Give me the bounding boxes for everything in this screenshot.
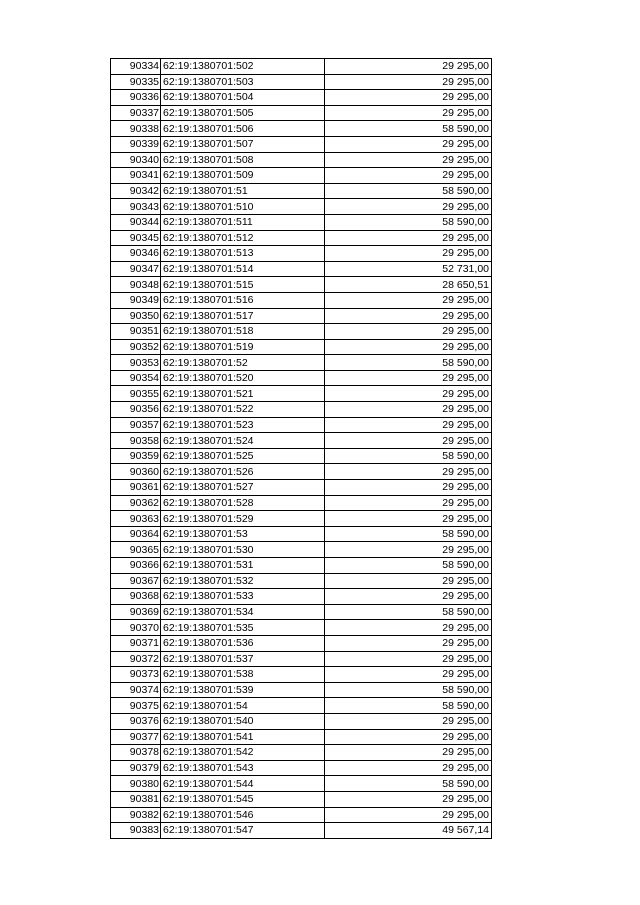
table-row: [111, 152, 492, 168]
cadastral-number-cell: 62:19:1380701:538: [161, 667, 325, 683]
cadastral-number-cell: 62:19:1380701:524: [161, 433, 325, 449]
table-row: [111, 667, 492, 683]
table-row: [111, 105, 492, 121]
row-number-cell: 90362: [111, 495, 161, 511]
row-number-cell: 90354: [111, 370, 161, 386]
cadastral-number-cell: 62:19:1380701:536: [161, 635, 325, 651]
cadastral-value-cell: 29 295,00: [325, 417, 492, 433]
table-row: [111, 136, 492, 152]
cadastral-number-cell: 62:19:1380701:523: [161, 417, 325, 433]
table-row: [111, 511, 492, 527]
cadastral-value-cell: 29 295,00: [325, 152, 492, 168]
cadastral-value-cell: 58 590,00: [325, 682, 492, 698]
cadastral-number-cell: 62:19:1380701:541: [161, 729, 325, 745]
cadastral-value-cell: 29 295,00: [325, 90, 492, 106]
row-number-cell: 90340: [111, 152, 161, 168]
cadastral-value-cell: 29 295,00: [325, 495, 492, 511]
table-row: [111, 776, 492, 792]
row-number-cell: 90349: [111, 292, 161, 308]
cadastral-value-cell: 29 295,00: [325, 246, 492, 262]
row-number-cell: 90366: [111, 558, 161, 574]
cadastral-number-cell: 62:19:1380701:510: [161, 199, 325, 215]
table-row: [111, 635, 492, 651]
cadastral-number-cell: 62:19:1380701:520: [161, 370, 325, 386]
cadastral-value-cell: 58 590,00: [325, 558, 492, 574]
cadastral-value-cell: 49 567,14: [325, 823, 492, 839]
table-row: [111, 480, 492, 496]
cadastral-number-cell: 62:19:1380701:521: [161, 386, 325, 402]
cadastral-value-cell: 29 295,00: [325, 74, 492, 90]
table-row: [111, 464, 492, 480]
row-number-cell: 90380: [111, 776, 161, 792]
cadastral-number-cell: 62:19:1380701:51: [161, 183, 325, 199]
table-row: [111, 402, 492, 418]
cadastral-number-cell: 62:19:1380701:532: [161, 573, 325, 589]
table-row: [111, 791, 492, 807]
cadastral-number-cell: 62:19:1380701:506: [161, 121, 325, 137]
row-number-cell: 90359: [111, 448, 161, 464]
cadastral-value-cell: 29 295,00: [325, 324, 492, 340]
row-number-cell: 90376: [111, 713, 161, 729]
table-row: [111, 417, 492, 433]
cadastral-number-cell: 62:19:1380701:502: [161, 59, 325, 75]
cadastral-value-cell: 29 295,00: [325, 511, 492, 527]
table-row: [111, 199, 492, 215]
row-number-cell: 90345: [111, 230, 161, 246]
cadastral-value-cell: 29 295,00: [325, 308, 492, 324]
row-number-cell: 90334: [111, 59, 161, 75]
cadastral-number-cell: 62:19:1380701:513: [161, 246, 325, 262]
table-row: [111, 230, 492, 246]
row-number-cell: 90365: [111, 542, 161, 558]
row-number-cell: 90356: [111, 402, 161, 418]
cadastral-number-cell: 62:19:1380701:54: [161, 698, 325, 714]
cadastral-number-cell: 62:19:1380701:528: [161, 495, 325, 511]
cadastral-value-cell: 29 295,00: [325, 807, 492, 823]
cadastral-number-cell: 62:19:1380701:516: [161, 292, 325, 308]
cadastral-number-cell: 62:19:1380701:509: [161, 168, 325, 184]
table-row: [111, 90, 492, 106]
table-row: [111, 386, 492, 402]
row-number-cell: 90353: [111, 355, 161, 371]
cadastral-value-cell: 29 295,00: [325, 292, 492, 308]
cadastral-number-cell: 62:19:1380701:514: [161, 261, 325, 277]
table-row: [111, 729, 492, 745]
table-row: [111, 807, 492, 823]
cadastral-number-cell: 62:19:1380701:512: [161, 230, 325, 246]
cadastral-value-cell: 29 295,00: [325, 59, 492, 75]
cadastral-value-cell: 29 295,00: [325, 542, 492, 558]
row-number-cell: 90341: [111, 168, 161, 184]
cadastral-number-cell: 62:19:1380701:529: [161, 511, 325, 527]
table-row: [111, 121, 492, 137]
table-row: [111, 558, 492, 574]
table-row: [111, 604, 492, 620]
cadastral-value-cell: 29 295,00: [325, 230, 492, 246]
cadastral-number-cell: 62:19:1380701:535: [161, 620, 325, 636]
table-row: [111, 589, 492, 605]
row-number-cell: 90379: [111, 760, 161, 776]
table-row: [111, 324, 492, 340]
row-number-cell: 90358: [111, 433, 161, 449]
row-number-cell: 90363: [111, 511, 161, 527]
row-number-cell: 90374: [111, 682, 161, 698]
row-number-cell: 90336: [111, 90, 161, 106]
table-row: [111, 308, 492, 324]
cadastral-value-table: [110, 58, 492, 839]
cadastral-number-cell: 62:19:1380701:531: [161, 558, 325, 574]
table-row: [111, 495, 492, 511]
cadastral-number-cell: 62:19:1380701:545: [161, 791, 325, 807]
cadastral-value-cell: 29 295,00: [325, 370, 492, 386]
table-row: [111, 261, 492, 277]
cadastral-value-cell: 29 295,00: [325, 791, 492, 807]
row-number-cell: 90338: [111, 121, 161, 137]
cadastral-value-cell: 29 295,00: [325, 589, 492, 605]
cadastral-number-cell: 62:19:1380701:544: [161, 776, 325, 792]
cadastral-number-cell: 62:19:1380701:505: [161, 105, 325, 121]
table-row: [111, 168, 492, 184]
cadastral-number-cell: 62:19:1380701:511: [161, 214, 325, 230]
row-number-cell: 90337: [111, 105, 161, 121]
row-number-cell: 90347: [111, 261, 161, 277]
cadastral-value-cell: 29 295,00: [325, 168, 492, 184]
cadastral-number-cell: 62:19:1380701:540: [161, 713, 325, 729]
cadastral-value-cell: 58 590,00: [325, 526, 492, 542]
cadastral-value-cell: 29 295,00: [325, 651, 492, 667]
row-number-cell: 90375: [111, 698, 161, 714]
cadastral-value-cell: 58 590,00: [325, 604, 492, 620]
cadastral-value-cell: 29 295,00: [325, 745, 492, 761]
cadastral-value-cell: 58 590,00: [325, 776, 492, 792]
cadastral-value-cell: 29 295,00: [325, 667, 492, 683]
row-number-cell: 90364: [111, 526, 161, 542]
row-number-cell: 90344: [111, 214, 161, 230]
cadastral-number-cell: 62:19:1380701:539: [161, 682, 325, 698]
row-number-cell: 90368: [111, 589, 161, 605]
table-row: [111, 573, 492, 589]
cadastral-number-cell: 62:19:1380701:508: [161, 152, 325, 168]
row-number-cell: 90377: [111, 729, 161, 745]
row-number-cell: 90343: [111, 199, 161, 215]
cadastral-value-cell: 58 590,00: [325, 355, 492, 371]
row-number-cell: 90361: [111, 480, 161, 496]
cadastral-value-cell: 29 295,00: [325, 136, 492, 152]
cadastral-number-cell: 62:19:1380701:530: [161, 542, 325, 558]
cadastral-value-cell: 29 295,00: [325, 760, 492, 776]
cadastral-number-cell: 62:19:1380701:519: [161, 339, 325, 355]
cadastral-value-cell: 58 590,00: [325, 214, 492, 230]
table-row: [111, 745, 492, 761]
cadastral-value-cell: 29 295,00: [325, 199, 492, 215]
table-row: [111, 339, 492, 355]
cadastral-number-cell: 62:19:1380701:522: [161, 402, 325, 418]
table-row: [111, 355, 492, 371]
row-number-cell: 90348: [111, 277, 161, 293]
row-number-cell: 90370: [111, 620, 161, 636]
cadastral-number-cell: 62:19:1380701:503: [161, 74, 325, 90]
table-row: [111, 526, 492, 542]
cadastral-value-cell: 52 731,00: [325, 261, 492, 277]
row-number-cell: 90382: [111, 807, 161, 823]
row-number-cell: 90371: [111, 635, 161, 651]
cadastral-number-cell: 62:19:1380701:543: [161, 760, 325, 776]
table-row: [111, 74, 492, 90]
table-row: [111, 682, 492, 698]
table-row: [111, 292, 492, 308]
cadastral-value-cell: 29 295,00: [325, 386, 492, 402]
row-number-cell: 90355: [111, 386, 161, 402]
cadastral-value-cell: 29 295,00: [325, 635, 492, 651]
cadastral-value-cell: 29 295,00: [325, 105, 492, 121]
cadastral-number-cell: 62:19:1380701:534: [161, 604, 325, 620]
table-body: [111, 59, 492, 839]
row-number-cell: 90350: [111, 308, 161, 324]
row-number-cell: 90342: [111, 183, 161, 199]
cadastral-number-cell: 62:19:1380701:518: [161, 324, 325, 340]
table-row: [111, 823, 492, 839]
row-number-cell: 90372: [111, 651, 161, 667]
table-row: [111, 651, 492, 667]
cadastral-number-cell: 62:19:1380701:537: [161, 651, 325, 667]
row-number-cell: 90360: [111, 464, 161, 480]
cadastral-number-cell: 62:19:1380701:542: [161, 745, 325, 761]
table-row: [111, 183, 492, 199]
cadastral-value-cell: 29 295,00: [325, 573, 492, 589]
cadastral-number-cell: 62:19:1380701:526: [161, 464, 325, 480]
table-row: [111, 760, 492, 776]
table-row: [111, 448, 492, 464]
table-row: [111, 370, 492, 386]
cadastral-value-cell: 29 295,00: [325, 402, 492, 418]
table-row: [111, 246, 492, 262]
row-number-cell: 90369: [111, 604, 161, 620]
cadastral-number-cell: 62:19:1380701:507: [161, 136, 325, 152]
row-number-cell: 90357: [111, 417, 161, 433]
cadastral-value-cell: 29 295,00: [325, 464, 492, 480]
row-number-cell: 90346: [111, 246, 161, 262]
table-row: [111, 698, 492, 714]
cadastral-value-cell: 28 650,51: [325, 277, 492, 293]
table-row: [111, 713, 492, 729]
row-number-cell: 90381: [111, 791, 161, 807]
table-row: [111, 433, 492, 449]
cadastral-value-cell: 58 590,00: [325, 183, 492, 199]
cadastral-number-cell: 62:19:1380701:515: [161, 277, 325, 293]
cadastral-value-cell: 29 295,00: [325, 433, 492, 449]
cadastral-value-cell: 58 590,00: [325, 121, 492, 137]
cadastral-number-cell: 62:19:1380701:53: [161, 526, 325, 542]
cadastral-value-cell: 58 590,00: [325, 448, 492, 464]
row-number-cell: 90383: [111, 823, 161, 839]
cadastral-number-cell: 62:19:1380701:525: [161, 448, 325, 464]
cadastral-number-cell: 62:19:1380701:533: [161, 589, 325, 605]
table-row: [111, 620, 492, 636]
row-number-cell: 90378: [111, 745, 161, 761]
table-row: [111, 214, 492, 230]
cadastral-number-cell: 62:19:1380701:517: [161, 308, 325, 324]
cadastral-value-cell: 29 295,00: [325, 339, 492, 355]
cadastral-value-cell: 29 295,00: [325, 729, 492, 745]
row-number-cell: 90335: [111, 74, 161, 90]
cadastral-number-cell: 62:19:1380701:52: [161, 355, 325, 371]
cadastral-number-cell: 62:19:1380701:547: [161, 823, 325, 839]
row-number-cell: 90367: [111, 573, 161, 589]
cadastral-number-cell: 62:19:1380701:546: [161, 807, 325, 823]
cadastral-value-cell: 29 295,00: [325, 620, 492, 636]
row-number-cell: 90351: [111, 324, 161, 340]
row-number-cell: 90352: [111, 339, 161, 355]
cadastral-number-cell: 62:19:1380701:504: [161, 90, 325, 106]
table-row: [111, 542, 492, 558]
cadastral-value-cell: 29 295,00: [325, 480, 492, 496]
table-row: [111, 59, 492, 75]
cadastral-value-cell: 58 590,00: [325, 698, 492, 714]
row-number-cell: 90339: [111, 136, 161, 152]
row-number-cell: 90373: [111, 667, 161, 683]
cadastral-value-cell: 29 295,00: [325, 713, 492, 729]
table-row: [111, 277, 492, 293]
cadastral-number-cell: 62:19:1380701:527: [161, 480, 325, 496]
